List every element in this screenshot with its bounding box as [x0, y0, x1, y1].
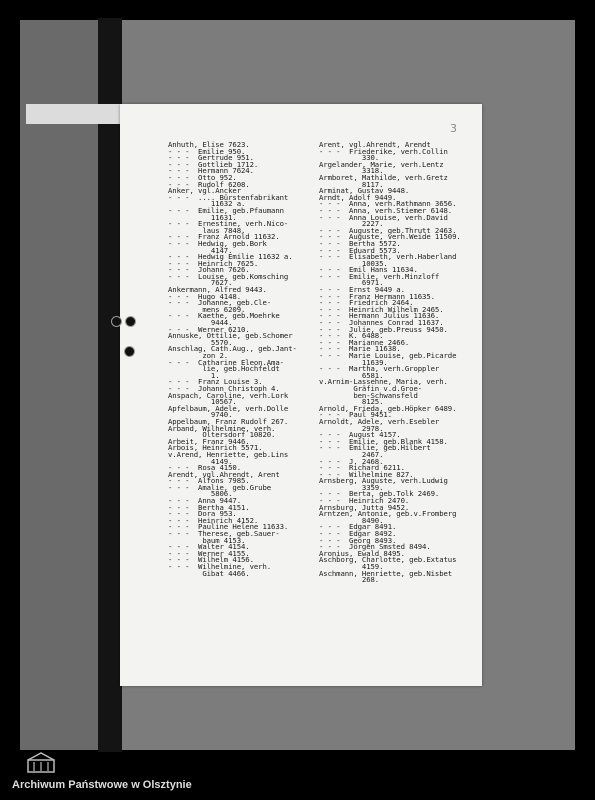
index-entry-left: 4147.	[168, 245, 233, 255]
index-entry-left: - - - Hedwig, geb.Bork	[168, 238, 267, 248]
index-entry-left: - - - Wilhelmine, verh.	[168, 562, 272, 571]
index-entry-right: - - - Marianne 2466.	[319, 337, 410, 347]
index-entry-right: - - - Auguste, geb.Thrutt 2463.	[319, 225, 457, 235]
index-entry-right: - - - Franz Hermann 11635.	[319, 291, 435, 301]
index-entry-right: 3318.	[319, 166, 384, 176]
index-entry-right: 6971.	[319, 278, 384, 288]
index-entry-left: - - - Hedwig Emilie 11632 a.	[168, 252, 293, 262]
index-entry-left: Gibat 4466.	[168, 568, 250, 578]
index-entry-right: 2978.	[319, 423, 384, 433]
index-entry-right: - - - August 4157.	[319, 430, 401, 440]
index-entry-right: - - - Wilhelmine 827.	[319, 469, 414, 479]
index-entry-left: 5806.	[168, 489, 233, 499]
index-entry-left: mens 6209.	[168, 304, 246, 314]
index-entry-right: - - - Elisabeth, verh.Haberland	[319, 252, 457, 262]
index-entry-left: - - - Heinrich 7625.	[168, 258, 259, 268]
index-entry-left: Ankermann, Alfred 9443.	[168, 285, 267, 295]
index-entry-left: - - - Dora 953.	[168, 509, 237, 519]
index-entry-left: laus 7848.	[168, 225, 246, 235]
index-entry-right: Armboret, Mathilde, verh.Gretz	[319, 172, 448, 182]
index-entry-left: - - - Gertrude 951.	[168, 153, 254, 163]
punch-hole	[125, 316, 136, 327]
index-entry-left: - - - Franz Arnold 11632.	[168, 232, 280, 242]
index-entry-right: Aronius, Ewald 8495.	[319, 548, 405, 558]
punch-hole	[111, 316, 122, 327]
index-entry-right: 2467.	[319, 449, 384, 459]
index-entry-right: - - - Johannes Conrad 11637.	[319, 318, 444, 328]
index-entry-right: Arnsburg, Jutta 9452.	[319, 502, 410, 512]
index-entry-right: - - - Emilie, geb.Blank 4158.	[319, 436, 448, 446]
index-entry-right: - - - Berta, geb.Tolk 2469.	[319, 489, 440, 499]
index-entry-left: - - - Alfons 7985.	[168, 476, 250, 486]
index-entry-right: - - - Anna, verh.Rathmann 3656.	[319, 199, 457, 209]
index-entry-right: - - - Emil Hans 11634.	[319, 265, 418, 275]
index-entry-right: - - - Marie 11638.	[319, 344, 401, 354]
index-entry-left: - - - Ernestine, verh.Nico-	[168, 219, 289, 229]
index-entry-left: - - - Franz Louise 3.	[168, 377, 263, 387]
archive-logo-icon	[26, 752, 56, 774]
index-entry-right: - - - Auguste, verh.Weide 11509.	[319, 232, 461, 242]
index-entry-left: - - - Heinrich 4152.	[168, 515, 259, 525]
index-entry-right: Arnoldt, Adele, verh.Esebler	[319, 416, 440, 426]
index-entry-left: - - - Johann 7626.	[168, 265, 250, 275]
index-entry-left: 11632 a.	[168, 199, 246, 209]
index-entry-right: - - - Anna Louise, verh.David	[319, 212, 448, 222]
index-entry-left: Anschlag, Cath.Aug., geb.Jant-	[168, 344, 297, 354]
index-entry-right: - - - Friedrich 2464.	[319, 298, 414, 308]
index-entry-right: 11639.	[319, 357, 388, 367]
index-entry-left: - - - .... Bürstenfabrikant	[168, 192, 289, 202]
facing-page-edge	[26, 104, 122, 124]
index-entry-right: Arent, vgl.Ahrendt, Arendt	[319, 140, 431, 149]
index-entry-left: Arendt, vgl.Ahrendt, Arent	[168, 469, 280, 479]
index-entry-left: - - - Anna 9447.	[168, 496, 241, 506]
archive-footer-label: Archiwum Państwowe w Olsztynie	[12, 779, 192, 791]
index-entry-right: - - - Emilie, geb.Hilbert	[319, 443, 431, 453]
index-entry-left: Arband, Wilhelmine, verh.	[168, 423, 276, 433]
index-entry-right: - - - Edgar 8492.	[319, 529, 397, 539]
index-entry-right: Arntzen, Antonie, geb.v.Fromberg	[319, 509, 457, 519]
index-entry-right: 330.	[319, 153, 380, 163]
index-entry-left: - - - Rudolf 6208.	[168, 179, 250, 189]
index-entry-left: - - - Wilhelm 4156.	[168, 555, 254, 565]
index-entry-right: - - - Bertha 5572.	[319, 238, 401, 248]
index-entry-right: - - - Emilie, verh.Minzloff	[319, 271, 440, 281]
index-entry-right: 2227.	[319, 219, 384, 229]
index-entry-left: Arbeit, Franz 9446.	[168, 436, 250, 446]
index-entry-left: 7627.	[168, 278, 233, 288]
index-entry-right: - - - Ernst 9449 a.	[319, 285, 405, 295]
index-entry-left: - - - Johann Christoph 4.	[168, 383, 280, 393]
index-entry-left: 9444.	[168, 318, 233, 328]
index-entry-right: Arminat, Gustav 9448.	[319, 186, 410, 196]
index-entry-left: - - - Louise, geb.Komsching	[168, 271, 289, 281]
index-entry-left: 11631.	[168, 212, 237, 222]
index-entry-left: - - - Kaethe, geb.Moehrke	[168, 311, 280, 321]
index-entry-left: Oltersdorf 10820.	[168, 430, 276, 440]
index-entry-right: Aschborg, Charlotte, geb.Extatus	[319, 555, 457, 565]
index-entry-left: Annuske, Ottilie, geb.Schomer	[168, 331, 293, 341]
index-entry-right: - - - Friederike, verh.Collin	[319, 146, 448, 156]
index-entry-right: - - - J. 2468.	[319, 456, 384, 466]
index-entry-left: - - - Amalie, geb.Grube	[168, 482, 272, 492]
index-entry-right: 6581.	[319, 370, 384, 380]
index-entry-left: 10567.	[168, 397, 237, 407]
page-number: 3	[450, 122, 457, 135]
index-entry-left: - - - Emilie, geb.Pfaumann	[168, 205, 284, 215]
index-entry-right: Arndt, Adolf 9449.	[319, 192, 397, 202]
index-entry-left: baum 4153.	[168, 535, 246, 545]
index-entry-right: 8490.	[319, 515, 384, 525]
index-entry-right: 8117.	[319, 179, 384, 189]
index-entry-left: 9740.	[168, 410, 233, 420]
index-entry-left: - - - Bertha 4151.	[168, 502, 250, 512]
index-entry-left: - - - Rosa 4150.	[168, 463, 241, 473]
index-entry-right: - - - Paul 9451.	[319, 410, 392, 420]
index-entry-right: - - - Heinrich Wilhelm 2465.	[319, 304, 444, 314]
index-entry-right: - - - Jörgen Smsted 8494.	[319, 542, 431, 552]
index-entry-right: Gräfin v.d.Groe-	[319, 383, 423, 393]
index-entry-right: 268.	[319, 575, 380, 585]
binding-strip	[98, 18, 122, 752]
index-entry-left: - - - Werner 6210.	[168, 324, 250, 334]
index-entry-left: - - - Hermann 7624.	[168, 166, 254, 176]
index-entry-right: ben-Schwansfeld	[319, 390, 418, 400]
index-entry-left: Anspach, Caroline, verh.Lork	[168, 390, 289, 400]
index-entry-right: 10035.	[319, 258, 388, 268]
index-entry-left: 1.	[168, 370, 220, 380]
index-entry-right: - - - Anna, verh.Stiemer 6148.	[319, 205, 453, 215]
index-entry-left: - - - Werner 4155.	[168, 548, 250, 558]
index-entry-left: - - - Gottlieb 1712.	[168, 159, 259, 169]
index-entry-right: - - - Edgar 8491.	[319, 522, 397, 532]
index-entry-left: Appelbaum, Franz Rudolf 267.	[168, 416, 289, 426]
index-entry-right: - - - K. 6488.	[319, 331, 384, 341]
index-entry-right: 4159.	[319, 562, 384, 571]
index-entry-right: - - - Georg 8493.	[319, 535, 397, 545]
index-entry-right: Aschmann, Henriette, geb.Nisbet	[319, 568, 453, 578]
index-entry-right: - - - Heinrich 2470.	[319, 496, 410, 506]
index-column-right	[319, 142, 461, 584]
index-entry-left: lie, geb.Hochfeldt	[168, 364, 280, 374]
index-entry-right: 8125.	[319, 397, 384, 407]
index-entry-right: Argelander, Marie, verh.Lentz	[319, 159, 444, 169]
index-entry-right: - - - Hermann Julius 11636.	[319, 311, 440, 321]
index-entry-left: - - - Otto 952.	[168, 172, 237, 182]
index-entry-left: - - - Emilie 950.	[168, 146, 246, 156]
index-entry-right: Arnsberg, Auguste, verh.Ludwig	[319, 476, 448, 486]
index-entry-right: - - - Julie, geb.Preuss 9450.	[319, 324, 448, 334]
index-entry-right: - - - Eduard 5573.	[319, 245, 401, 255]
index-entry-left: Anker, vgl.Ancker	[168, 186, 241, 196]
index-entry-left: - - - Hugo 4148.	[168, 291, 241, 301]
index-entry-right: v.Arnim-Lassehne, Maria, verh.	[319, 377, 448, 387]
index-entry-left: v.Arend, Henriette, geb.Lins	[168, 449, 289, 459]
index-entry-left: Anhuth, Elise 7623.	[168, 140, 250, 149]
index-entry-left: 4149.	[168, 456, 233, 466]
index-entry-left: - - - Therese, geb.Sauer-	[168, 529, 280, 539]
index-entry-left: - - - Walter 4154.	[168, 542, 250, 552]
index-column-left	[168, 142, 297, 577]
index-entry-left: - - - Catharine Eleon.Ama-	[168, 357, 284, 367]
index-entry-left: Apfelbaum, Adele, verh.Dolle	[168, 403, 289, 413]
index-entry-right: Arnold, Frieda, geb.Höpker 6489.	[319, 403, 457, 413]
index-entry-left: - - - Johanne, geb.Cle-	[168, 298, 272, 308]
punch-hole	[124, 346, 135, 357]
index-entry-left: - - - Pauline Helene 11633.	[168, 522, 289, 532]
index-entry-right: - - - Richard 6211.	[319, 463, 405, 473]
index-entry-right: 3359.	[319, 482, 384, 492]
index-entry-left: zon 2.	[168, 351, 229, 360]
index-entry-left: 5570.	[168, 337, 233, 347]
index-entry-right: - - - Marie Louise, geb.Picarde	[319, 351, 457, 360]
index-entry-right: - - - Martha, verh.Groppler	[319, 364, 440, 374]
index-entry-left: Arbois, Heinrich 5571.	[168, 443, 263, 453]
